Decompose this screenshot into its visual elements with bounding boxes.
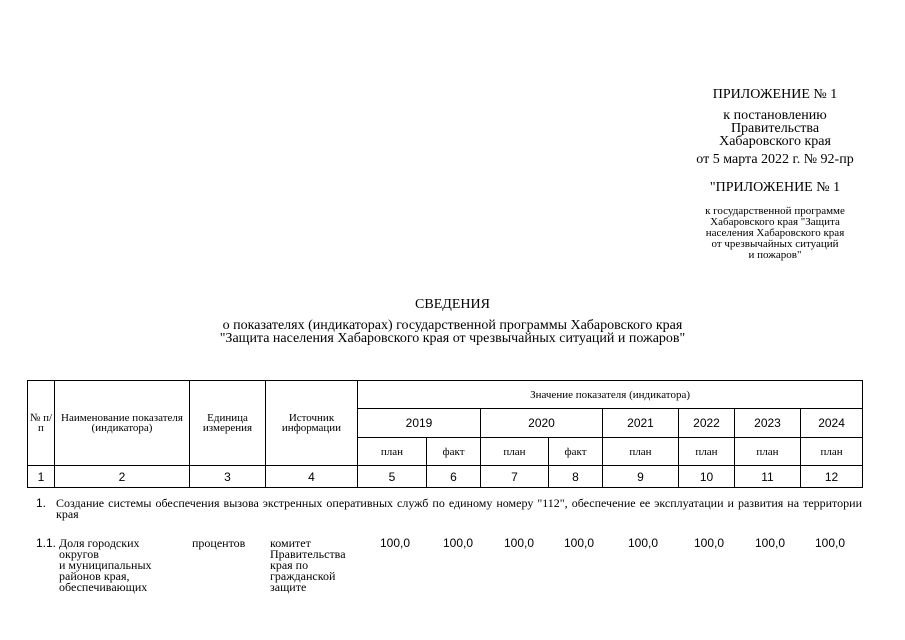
name-line: округов	[59, 547, 99, 561]
header-plan: план	[358, 438, 427, 466]
header-plan: план	[603, 438, 679, 466]
row-value: 100,0	[814, 536, 846, 550]
section-text: Создание системы обеспечения вызова экстренных оперативных служб по единому номеру "112", обеспечение ее эксплуатации и развития на территории края	[56, 496, 862, 521]
program-appendix-line: и пожаров"	[748, 249, 802, 261]
header-num: № п/п	[28, 381, 55, 466]
section-heading	[36, 498, 862, 520]
section-number: 1.	[36, 496, 47, 510]
program-appendix-line: населения Хабаровского края	[705, 227, 845, 239]
source-line: гражданской	[270, 569, 336, 583]
source-line: защите	[270, 580, 307, 594]
row-unit: процентов	[192, 536, 246, 550]
document-subtitle	[0, 319, 905, 345]
name-line: и муниципальных	[59, 558, 152, 572]
row-value: 100,0	[563, 536, 595, 550]
header-year: 2021	[603, 409, 679, 438]
appendix-header	[670, 88, 880, 166]
header-fact: факт	[427, 438, 481, 466]
header-name: Наименование показателя (индикатора)	[55, 381, 190, 466]
header-fact: факт	[549, 438, 603, 466]
name-line: обеспечивающих	[59, 580, 148, 594]
appendix-line: Правительства	[730, 121, 820, 136]
column-number: 4	[266, 466, 358, 488]
header-year: 2020	[481, 409, 603, 438]
header-year: 2024	[801, 409, 863, 438]
header-year: 2023	[735, 409, 801, 438]
row-value: 100,0	[627, 536, 659, 550]
row-number: 1.1.	[36, 536, 57, 550]
source-line: Правительства	[270, 547, 346, 561]
column-number: 10	[679, 466, 735, 488]
source-line: края по	[270, 558, 309, 572]
appendix-line: Хабаровского края	[719, 134, 831, 149]
subtitle-line: "Защита населения Хабаровского края от чрезвычайных ситуаций и пожаров"	[219, 331, 686, 346]
appendix-date: от 5 марта 2022 г. № 92-пр	[696, 152, 854, 167]
row-value: 100,0	[693, 536, 725, 550]
indicators-table	[27, 380, 863, 488]
row-source	[270, 538, 360, 593]
column-number: 9	[603, 466, 679, 488]
column-number: 3	[190, 466, 266, 488]
header-source: Источник информации	[266, 381, 358, 466]
column-number: 8	[549, 466, 603, 488]
header-year: 2019	[358, 409, 481, 438]
header-plan: план	[481, 438, 549, 466]
header-year: 2022	[679, 409, 735, 438]
column-number: 12	[801, 466, 863, 488]
program-appendix-line: к государственной программе	[705, 205, 845, 217]
header-plan: план	[735, 438, 801, 466]
header-plan: план	[679, 438, 735, 466]
column-number: 11	[735, 466, 801, 488]
appendix-title: ПРИЛОЖЕНИЕ № 1	[712, 87, 838, 102]
column-number: 7	[481, 466, 549, 488]
column-number: 2	[55, 466, 190, 488]
name-line: Доля городских	[59, 536, 140, 550]
row-indicator-name	[59, 538, 179, 593]
column-number: 6	[427, 466, 481, 488]
header-unit: Единица измерения	[190, 381, 266, 466]
appendix-line: к постановлению	[723, 108, 827, 123]
program-appendix-line: от чрезвычайных ситуаций	[711, 238, 839, 250]
program-appendix-line: Хабаровского края "Защита	[710, 216, 840, 228]
column-number: 5	[358, 466, 427, 488]
program-appendix	[670, 180, 880, 261]
source-line: комитет	[270, 536, 311, 550]
header-value: Значение показателя (индикатора)	[358, 381, 863, 409]
row-value: 100,0	[379, 536, 411, 550]
name-line: районов края,	[59, 569, 130, 583]
row-value: 100,0	[754, 536, 786, 550]
document-title: СВЕДЕНИЯ	[415, 297, 490, 312]
row-value: 100,0	[503, 536, 535, 550]
header-plan: план	[801, 438, 863, 466]
column-number: 1	[28, 466, 55, 488]
subtitle-line: о показателях (индикаторах) государственной программы Хабаровского края	[222, 318, 683, 333]
row-value: 100,0	[442, 536, 474, 550]
program-appendix-title: "ПРИЛОЖЕНИЕ № 1	[709, 180, 841, 195]
